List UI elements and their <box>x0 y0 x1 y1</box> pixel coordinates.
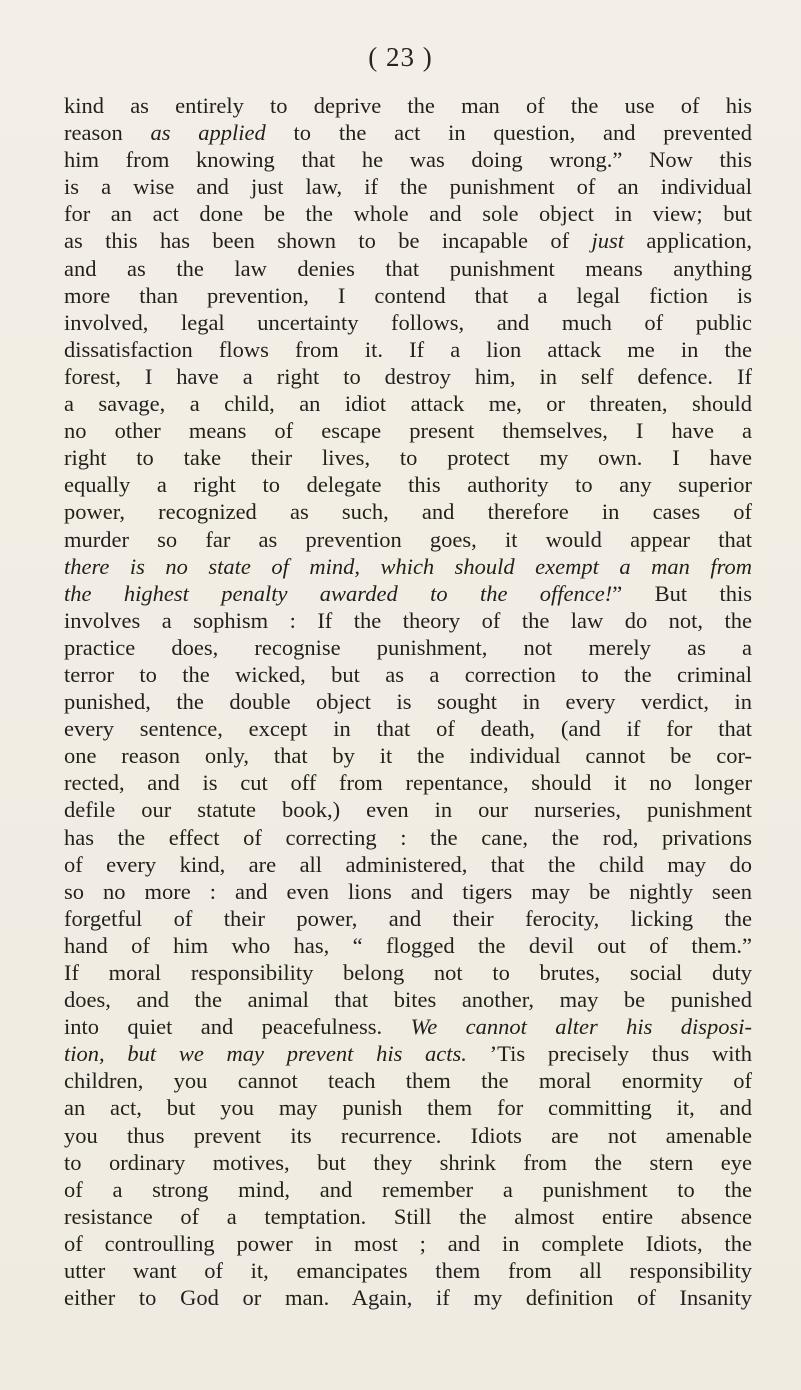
text-run: into quiet and peacefulness. <box>64 1014 411 1040</box>
text-run: application, <box>624 228 752 254</box>
text-run: terror to the wicked, but as a correction to the criminal <box>64 661 752 687</box>
text-line <box>64 1257 752 1284</box>
text-line <box>64 824 752 851</box>
text-run: and as the law denies that punishment means anything <box>64 255 752 281</box>
text-line <box>64 119 752 146</box>
italic-text: the highest penalty awarded to the offence! <box>64 580 613 606</box>
text-line <box>64 796 752 823</box>
text-line <box>64 1122 752 1149</box>
text-run: for an act done be the whole and sole object in view; but <box>64 201 752 227</box>
text-run: right to take their lives, to protect my own. I have <box>64 445 752 471</box>
text-line <box>64 959 752 986</box>
text-line <box>64 471 752 498</box>
text-line <box>64 1040 752 1067</box>
text-line <box>64 607 752 634</box>
text-run: a savage, a child, an idiot attack me, or threaten, should <box>64 391 752 417</box>
italic-text: as applied <box>150 120 266 146</box>
text-run: of controulling power in most ; and in complete Idiots, the <box>64 1230 752 1256</box>
text-line <box>64 932 752 959</box>
text-line <box>64 282 752 309</box>
text-run: forest, I have a right to destroy him, in self defence. If <box>64 363 752 389</box>
text-run: an act, but you may punish them for committing it, and <box>64 1095 752 1121</box>
text-run: defile our statute book,) even in our nurseries, punishment <box>64 797 752 823</box>
text-run: kind as entirely to deprive the man of the use of his <box>64 93 752 118</box>
text-run: murder so far as prevention goes, it would appear that <box>64 526 752 552</box>
text-line <box>64 390 752 417</box>
text-line <box>64 769 752 796</box>
text-line <box>64 1284 752 1311</box>
italic-text: We cannot alter his disposi- <box>410 1014 752 1040</box>
italic-text: tion, but we may prevent his acts. <box>64 1041 467 1067</box>
text-line <box>64 227 752 254</box>
text-run: practice does, recognise punishment, not merely as a <box>64 634 752 660</box>
page-number: ( 23 ) <box>368 42 433 72</box>
text-line <box>64 309 752 336</box>
text-run: equally a right to delegate this authority to any superior <box>64 472 752 498</box>
text-run: no other means of escape present themselves, I have a <box>64 418 752 444</box>
text-run: forgetful of their power, and their ferocity, licking the <box>64 905 752 931</box>
text-run: to ordinary motives, but they shrink from the stern eye <box>64 1149 752 1175</box>
text-run: power, recognized as such, and therefore in cases of <box>64 499 752 525</box>
text-run: as this has been shown to be incapable of <box>64 228 592 254</box>
text-run: involved, legal uncertainty follows, and much of public <box>64 309 752 335</box>
text-run: more than prevention, I contend that a legal fiction is <box>64 282 752 308</box>
text-line <box>64 1094 752 1121</box>
text-line <box>64 634 752 661</box>
text-line <box>64 905 752 932</box>
text-line <box>64 1013 752 1040</box>
text-line <box>64 363 752 390</box>
text-line <box>64 1176 752 1203</box>
text-line <box>64 173 752 200</box>
text-run: you thus prevent its recurrence. Idiots are not amenable <box>64 1122 752 1148</box>
text-run: punished, the double object is sought in every verdict, in <box>64 689 752 715</box>
text-run: to the act in question, and prevented <box>265 120 752 146</box>
text-line <box>64 878 752 905</box>
text-run: every sentence, except in that of death, (and if for that <box>64 716 752 742</box>
text-run: utter want of it, emancipates them from all responsibility <box>64 1258 752 1284</box>
italic-text: there is no state of mind, which should exempt a man from <box>64 553 752 579</box>
text-run: so no more : and even lions and tigers may be nightly seen <box>64 878 752 904</box>
text-line <box>64 688 752 715</box>
text-line <box>64 444 752 471</box>
italic-text: just <box>591 228 625 254</box>
text-run: of every kind, are all administered, that the child may do <box>64 851 752 877</box>
text-line <box>64 336 752 363</box>
text-line <box>64 1149 752 1176</box>
text-run: children, you cannot teach them the moral enormity of <box>64 1068 752 1094</box>
text-run: either to God or man. Again, if my definition of Insanity <box>64 1285 752 1311</box>
text-run: involves a sophism : If the theory of the law do not, the <box>64 607 752 633</box>
text-line <box>64 986 752 1013</box>
text-line <box>64 661 752 688</box>
text-run: ’Tis precisely thus with <box>466 1041 752 1067</box>
text-line <box>64 255 752 282</box>
text-line <box>64 742 752 769</box>
text-run: ” But this <box>612 580 752 606</box>
text-run: does, and the animal that bites another, may be punished <box>64 987 752 1013</box>
text-line <box>64 498 752 525</box>
text-line <box>64 417 752 444</box>
text-run: is a wise and just law, if the punishment of an individual <box>64 174 752 200</box>
text-line <box>64 715 752 742</box>
text-run: reason <box>64 120 151 146</box>
text-line <box>64 526 752 553</box>
text-line <box>64 580 752 607</box>
text-run: one reason only, that by it the individual cannot be cor- <box>64 743 752 769</box>
text-run: him from knowing that he was doing wrong.” Now this <box>64 147 752 173</box>
text-line <box>64 553 752 580</box>
text-line <box>64 200 752 227</box>
text-line <box>64 92 752 119</box>
text-line <box>64 1203 752 1230</box>
body-text <box>64 92 752 1311</box>
text-run: has the effect of correcting : the cane, the rod, privations <box>64 824 752 850</box>
text-line <box>64 1230 752 1257</box>
text-line <box>64 851 752 878</box>
text-run: dissatisfaction flows from it. If a lion attack me in the <box>64 336 752 362</box>
text-run: of a strong mind, and remember a punishment to the <box>64 1176 752 1202</box>
text-run: rected, and is cut off from repentance, should it no longer <box>64 770 752 796</box>
text-line <box>64 1067 752 1094</box>
text-run: resistance of a temptation. Still the almost entire absence <box>64 1203 752 1229</box>
text-run: If moral responsibility belong not to brutes, social duty <box>64 960 752 985</box>
text-run: hand of him who has, “ flogged the devil out of them.” <box>64 932 752 958</box>
text-line <box>64 146 752 173</box>
